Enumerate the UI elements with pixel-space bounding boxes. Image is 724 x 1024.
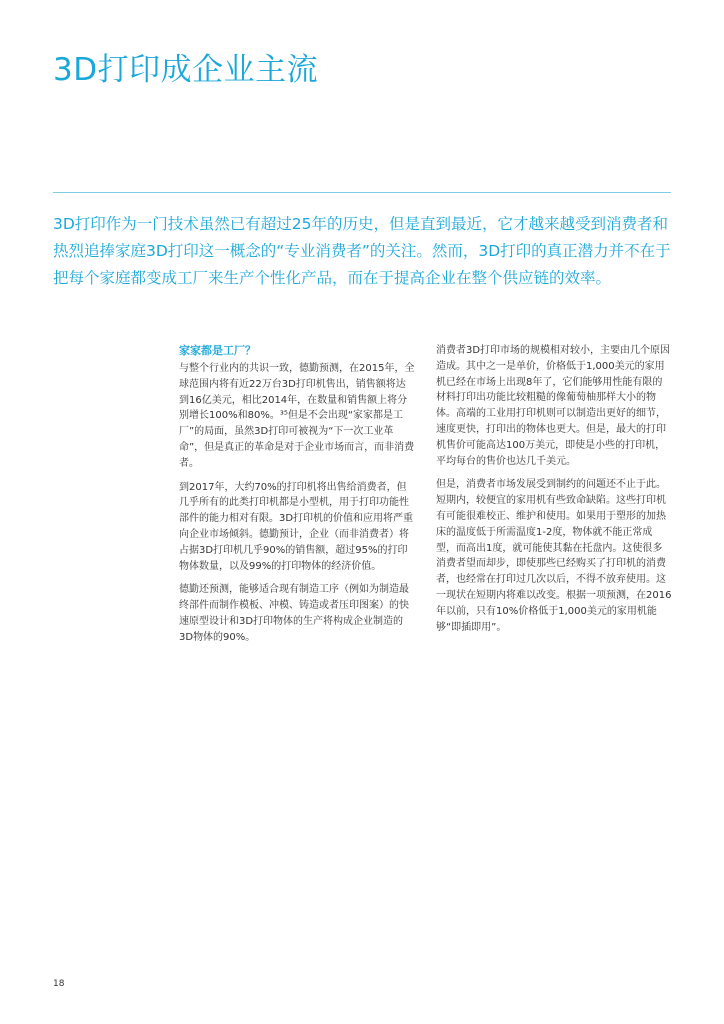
body-paragraph: 德勤还预测，能够适合现有制造工序（例如为制造最终部件而制作模板、冲模、铸造或者压印图案）的快速原型设计和3D打印物体的生产将构成企业制造的3D物体的90%。 xyxy=(179,584,409,643)
body-paragraph: 与整个行业内的共识一致，德勤预测，在2015年，全球范围内将有近22万台3D打印机售出，销售额将达到16亿美元，相比2014年，在数量和销售额上将分别增长100%和80%。³⁵但是不会出现“家家都是工厂”的局面，虽然3D打印可被视为“下一次工业革命”，但是真正的革命是对于企业市场而言，而非消费者。 xyxy=(179,363,415,469)
body-paragraph: 但是，消费者市场发展受到制约的问题还不止于此。短期内，较便宜的家用机有些致命缺陷。这些打印机有可能很难校正、维护和使用。如果用于塑形的加热床的温度低于所需温度1-2度，物体就不能正常成型，而高出1度，就可能使其黏在托盘内。这使很多消费者望而却步，即使那些已经购买了打印机的消费者，也经常在打印过几次以后，不得不放弃使用。这一现状在短期内将难以改变。根据一项预测，在2016年以前，只有10%价格低于1,000美元的家用机能够“即插即用”。 xyxy=(436,479,672,633)
section-heading: 家家都是工厂？ xyxy=(179,344,256,357)
body-paragraph: 消费者3D打印市场的规模相对较小，主要由几个原因造成。其中之一是单价，价格低于1,000美元的家用机已经在市场上出现8年了，它们能够用性能有限的材料打印出功能比较粗糙的像葡萄柚那样大小的物体。高端的工业用打印机则可以制造出更好的细节，速度更快，打印出的物体也更大。但是，最大的打印机售价可能高达100万美元，即使是小些的打印机，平均每台的售价也达几千美元。 xyxy=(436,345,671,467)
lead-paragraph: 3D打印作为一门技术虽然已有超过25年的历史，但是直到最近，它才越来越受到消费者和热烈追捧家庭3D打印这一概念的“专业消费者”的关注。然而，3D打印的真正潜力并不在于把每个家庭都变成工厂来生产个性化产品，而在于提高企业在整个供应链的效率。 xyxy=(53,215,671,287)
divider xyxy=(53,192,671,193)
page-number: 18 xyxy=(53,979,65,989)
left-column xyxy=(179,343,415,654)
page-title: 3D打印成企业主流 xyxy=(53,52,319,88)
right-column xyxy=(436,343,672,643)
body-paragraph: 到2017年，大约70%的打印机将出售给消费者，但几乎所有的此类打印机都是小型机，用于打印功能性部件的能力相对有限。3D打印机的价值和应用将严重向企业市场倾斜。德勤预计，企业（而非消费者）将占据3D打印机几乎90%的销售额，超过95%的打印物体数量，以及99%的打印物体的经济价值。 xyxy=(179,481,414,572)
